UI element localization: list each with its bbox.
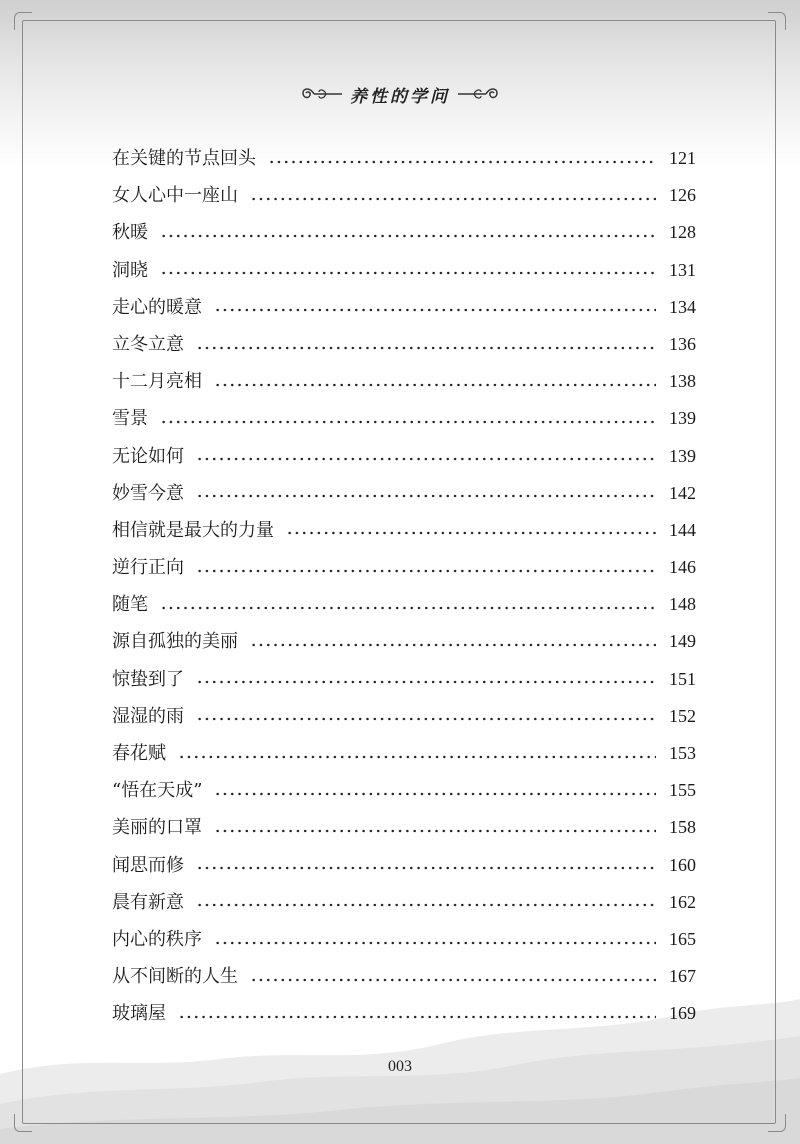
toc-entry[interactable] [112, 140, 696, 177]
toc-entry[interactable] [112, 995, 696, 1032]
toc-entry-page: 153 [669, 743, 696, 763]
corner-ornament-icon [768, 1114, 786, 1132]
toc-entry-title: 晨有新意 [112, 891, 184, 913]
toc-entry[interactable] [112, 809, 696, 846]
dot-leader [160, 420, 656, 424]
dot-leader [214, 383, 656, 387]
toc-entry-title: 闻思而修 [112, 854, 184, 876]
toc-entry-title: 从不间断的人生 [112, 966, 238, 988]
dot-leader [250, 978, 656, 982]
toc-entry-page: 126 [669, 185, 696, 206]
left-scroll-ornament-icon [300, 83, 344, 105]
toc-entry-title: 逆行正向 [112, 557, 184, 579]
toc-entry-page: 144 [669, 519, 696, 540]
toc-entry-page: 169 [669, 1003, 696, 1024]
dot-leader [160, 606, 656, 610]
dot-leader [286, 531, 656, 535]
toc-entry-page: 158 [669, 817, 696, 838]
toc-entry-title: 妙雪今意 [112, 482, 184, 504]
dot-leader [214, 792, 656, 796]
dot-leader [196, 680, 656, 684]
toc-entry[interactable] [112, 698, 696, 735]
toc-entry[interactable] [112, 772, 696, 809]
toc-entry[interactable] [112, 252, 696, 289]
dot-leader [196, 494, 656, 498]
dot-leader [196, 569, 656, 573]
toc-entry[interactable] [112, 921, 696, 958]
toc-entry[interactable] [112, 512, 696, 549]
toc-entry-page: 139 [669, 408, 696, 429]
toc-entry-page: 136 [669, 333, 696, 354]
toc-entry-title: “悟在天成” [112, 780, 203, 802]
running-head [0, 80, 800, 108]
toc-entry[interactable] [112, 475, 696, 512]
toc-entry[interactable] [112, 847, 696, 884]
toc-entry[interactable] [112, 214, 696, 251]
toc-entry[interactable] [112, 289, 696, 326]
corner-ornament-icon [768, 12, 786, 30]
dot-leader [196, 866, 656, 870]
toc-entry-page: 146 [669, 557, 696, 578]
toc-entry-title: 内心的秩序 [112, 928, 202, 950]
toc-entry-page: 167 [669, 966, 696, 987]
toc-entry[interactable] [112, 549, 696, 586]
dot-leader [178, 755, 656, 759]
toc-entry-title: 女人心中一座山 [112, 185, 238, 207]
toc-entry-title: 雪景 [112, 408, 148, 430]
right-scroll-ornament-icon [456, 83, 500, 105]
running-head-title: 养性的学问 [350, 86, 450, 107]
dot-leader [250, 197, 656, 201]
toc-entry-title: 春花赋 [112, 743, 166, 764]
page-number: 003 [388, 1058, 412, 1075]
toc-entry[interactable] [112, 623, 696, 660]
toc-entry-page: 142 [669, 482, 696, 503]
toc-entry[interactable] [112, 586, 696, 623]
toc-entry-page: 160 [669, 854, 696, 875]
toc-entry-title: 惊蛰到了 [112, 668, 184, 690]
toc-entry-title: 湿湿的雨 [112, 705, 184, 727]
toc-entry-page: 149 [669, 631, 696, 652]
toc-entry-page: 128 [669, 222, 696, 243]
toc-entry[interactable] [112, 661, 696, 698]
toc-entry[interactable] [112, 438, 696, 475]
toc-entry-page: 139 [669, 445, 696, 466]
toc-entry[interactable] [112, 884, 696, 921]
toc-entry-title: 立冬立意 [112, 333, 184, 355]
toc-entry-page: 152 [669, 705, 696, 726]
dot-leader [196, 346, 656, 350]
toc-entry-page: 131 [669, 259, 696, 280]
toc-entry-page: 138 [669, 371, 696, 392]
toc-entry-title: 随笔 [112, 594, 148, 616]
toc-entry[interactable] [112, 735, 696, 772]
toc-entry[interactable] [112, 177, 696, 214]
corner-ornament-icon [14, 12, 32, 30]
dot-leader [160, 234, 656, 238]
table-of-contents [112, 140, 696, 1033]
toc-entry-title: 相信就是最大的力量 [112, 519, 274, 541]
corner-ornament-icon [14, 1114, 32, 1132]
dot-leader [196, 903, 656, 907]
toc-entry-title: 走心的暖意 [112, 296, 202, 318]
toc-entry-page: 134 [669, 296, 696, 317]
toc-entry-title: 源自孤独的美丽 [112, 631, 238, 653]
toc-entry-page: 151 [669, 668, 696, 689]
toc-entry-page: 121 [669, 148, 696, 168]
dot-leader [214, 829, 656, 833]
dot-leader [196, 457, 656, 461]
toc-entry-title: 秋暖 [112, 222, 148, 244]
toc-entry-page: 162 [669, 891, 696, 912]
toc-entry[interactable] [112, 958, 696, 995]
dot-leader [196, 717, 656, 721]
toc-entry-page: 148 [669, 594, 696, 615]
dot-leader [268, 160, 656, 164]
dot-leader [178, 1015, 656, 1019]
toc-entry-title: 美丽的口罩 [112, 817, 202, 839]
dot-leader [214, 941, 656, 945]
toc-entry-page: 165 [669, 928, 696, 949]
toc-entry-title: 洞晓 [112, 259, 148, 281]
toc-entry[interactable] [112, 363, 696, 400]
toc-entry[interactable] [112, 326, 696, 363]
toc-entry-title: 玻璃屋 [112, 1003, 166, 1025]
toc-entry-page: 155 [669, 780, 696, 801]
dot-leader [250, 643, 656, 647]
toc-entry-title: 十二月亮相 [112, 371, 202, 393]
dot-leader [160, 271, 656, 275]
toc-entry-title: 在关键的节点回头 [112, 148, 256, 169]
toc-entry-title: 无论如何 [112, 445, 184, 467]
toc-entry[interactable] [112, 400, 696, 437]
dot-leader [214, 308, 656, 312]
